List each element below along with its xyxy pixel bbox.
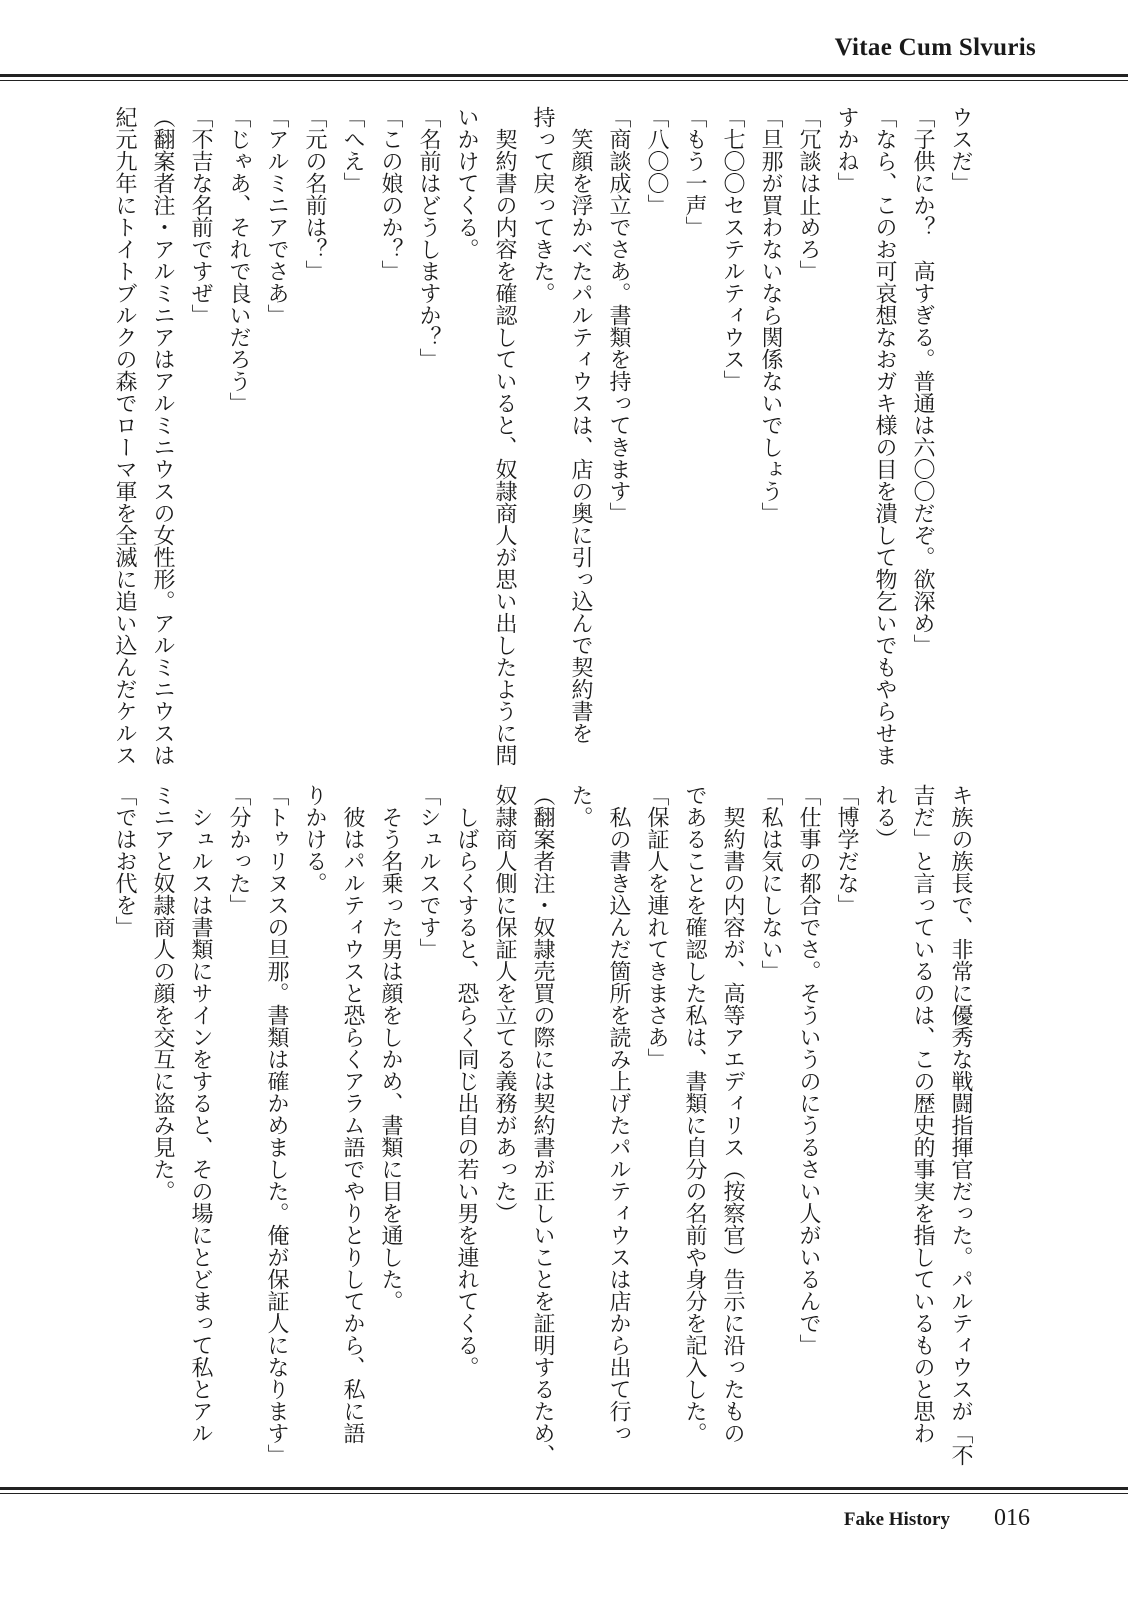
text-line: 「不吉な名前ですぜ」 bbox=[188, 106, 213, 326]
text-line: 奴隷商人側に保証人を立てる義務があった） bbox=[492, 784, 517, 1224]
running-header-title: Vitae Cum Slvuris bbox=[834, 34, 1036, 61]
text-line: 「なら、このお可哀想なおガキ様の目を潰して物乞いでもやらせま bbox=[872, 106, 897, 766]
text-line: であることを確認した私は、書類に自分の名前や身分を記入した。 bbox=[682, 784, 707, 1444]
text-line: 「トゥリヌスの旦那。書類は確かめました。俺が保証人になります」 bbox=[264, 784, 289, 1466]
text-line: ウスだ」 bbox=[948, 106, 973, 194]
text-line: すかね」 bbox=[834, 106, 859, 194]
text-line: キ族の族長で、非常に優秀な戦闘指揮官だった。パルティウスが「不 bbox=[948, 784, 973, 1466]
text-line: 紀元九年にトイトブルクの森でローマ軍を全滅に追い込んだケルス bbox=[112, 106, 137, 766]
text-line: 「商談成立でさあ。書類を持ってきます」 bbox=[606, 106, 631, 524]
text-line: しばらくすると、恐らく同じ出自の若い男を連れてくる。 bbox=[454, 784, 479, 1378]
footer-divider bbox=[0, 1487, 1128, 1494]
text-line: 「旦那が買わないなら関係ないでしょう」 bbox=[758, 106, 783, 524]
text-line: 「へえ」 bbox=[340, 106, 365, 194]
text-line: 「ではお代を」 bbox=[112, 784, 137, 938]
text-line: 「シュルスです」 bbox=[416, 784, 441, 960]
text-line: 「七〇〇セステルティウス」 bbox=[720, 106, 745, 392]
page-number: 016 bbox=[994, 1505, 1030, 1531]
body-text-upper bbox=[105, 106, 979, 766]
footer-section-title: Fake History bbox=[843, 1509, 950, 1530]
text-line: いかけてくる。 bbox=[454, 106, 479, 260]
text-line: 吉だ」と言っているのは、この歴史的事実を指しているものと思わ bbox=[910, 784, 935, 1444]
text-line: 「私は気にしない」 bbox=[758, 784, 783, 982]
text-line: 契約書の内容を確認していると、奴隷商人が思い出したように問 bbox=[492, 106, 517, 766]
body-text-lower bbox=[105, 784, 979, 1466]
footer bbox=[844, 1505, 1030, 1532]
text-line: そう名乗った男は顔をしかめ、書類に目を通した。 bbox=[378, 784, 403, 1312]
text-line: 彼はパルティウスと恐らくアラム語でやりとりしてから、私に語 bbox=[340, 784, 365, 1444]
text-line: 「元の名前は？」 bbox=[302, 106, 327, 282]
text-line: （翻案者注・アルミニアはアルミニウスの女性形。アルミニウスは bbox=[150, 106, 175, 766]
text-line: 笑顔を浮かべたパルティウスは、店の奥に引っ込んで契約書を bbox=[568, 106, 593, 744]
text-line: 「アルミニアでさあ」 bbox=[264, 106, 289, 326]
text-line: 持って戻ってきた。 bbox=[530, 106, 555, 304]
text-line: 「保証人を連れてきまさあ」 bbox=[644, 784, 669, 1070]
text-line: 「この娘のか？」 bbox=[378, 106, 403, 282]
text-line: 「冗談は止めろ」 bbox=[796, 106, 821, 282]
text-line: ミニアと奴隷商人の顔を交互に盗み見た。 bbox=[150, 784, 175, 1202]
text-line: 「名前はどうしますか？」 bbox=[416, 106, 441, 370]
header-divider bbox=[0, 74, 1128, 81]
text-line: 「じゃあ、それで良いだろう」 bbox=[226, 106, 251, 414]
text-line: れる） bbox=[872, 784, 897, 850]
text-line: 「子供にか？ 高すぎる。普通は六〇〇だぞ。欲深め」 bbox=[910, 106, 935, 656]
text-line: 「博学だな」 bbox=[834, 784, 859, 916]
text-line: 「八〇〇」 bbox=[644, 106, 669, 216]
text-line: りかける。 bbox=[302, 784, 327, 894]
text-line: 契約書の内容が、高等アエディリス（按察官）告示に沿ったもの bbox=[720, 784, 745, 1444]
text-line: 「仕事の都合でさ。そういうのにうるさい人がいるんで」 bbox=[796, 784, 821, 1356]
text-line: た。 bbox=[568, 784, 593, 828]
text-line: 私の書き込んだ箇所を読み上げたパルティウスは店から出て行っ bbox=[606, 784, 631, 1444]
text-line: 「もう一声」 bbox=[682, 106, 707, 238]
text-line: （翻案者注・奴隷売買の際には契約書が正しいことを証明するため、 bbox=[530, 784, 555, 1466]
text-line: シュルスは書類にサインをすると、その場にとどまって私とアル bbox=[188, 784, 213, 1444]
text-line: 「分かった」 bbox=[226, 784, 251, 916]
